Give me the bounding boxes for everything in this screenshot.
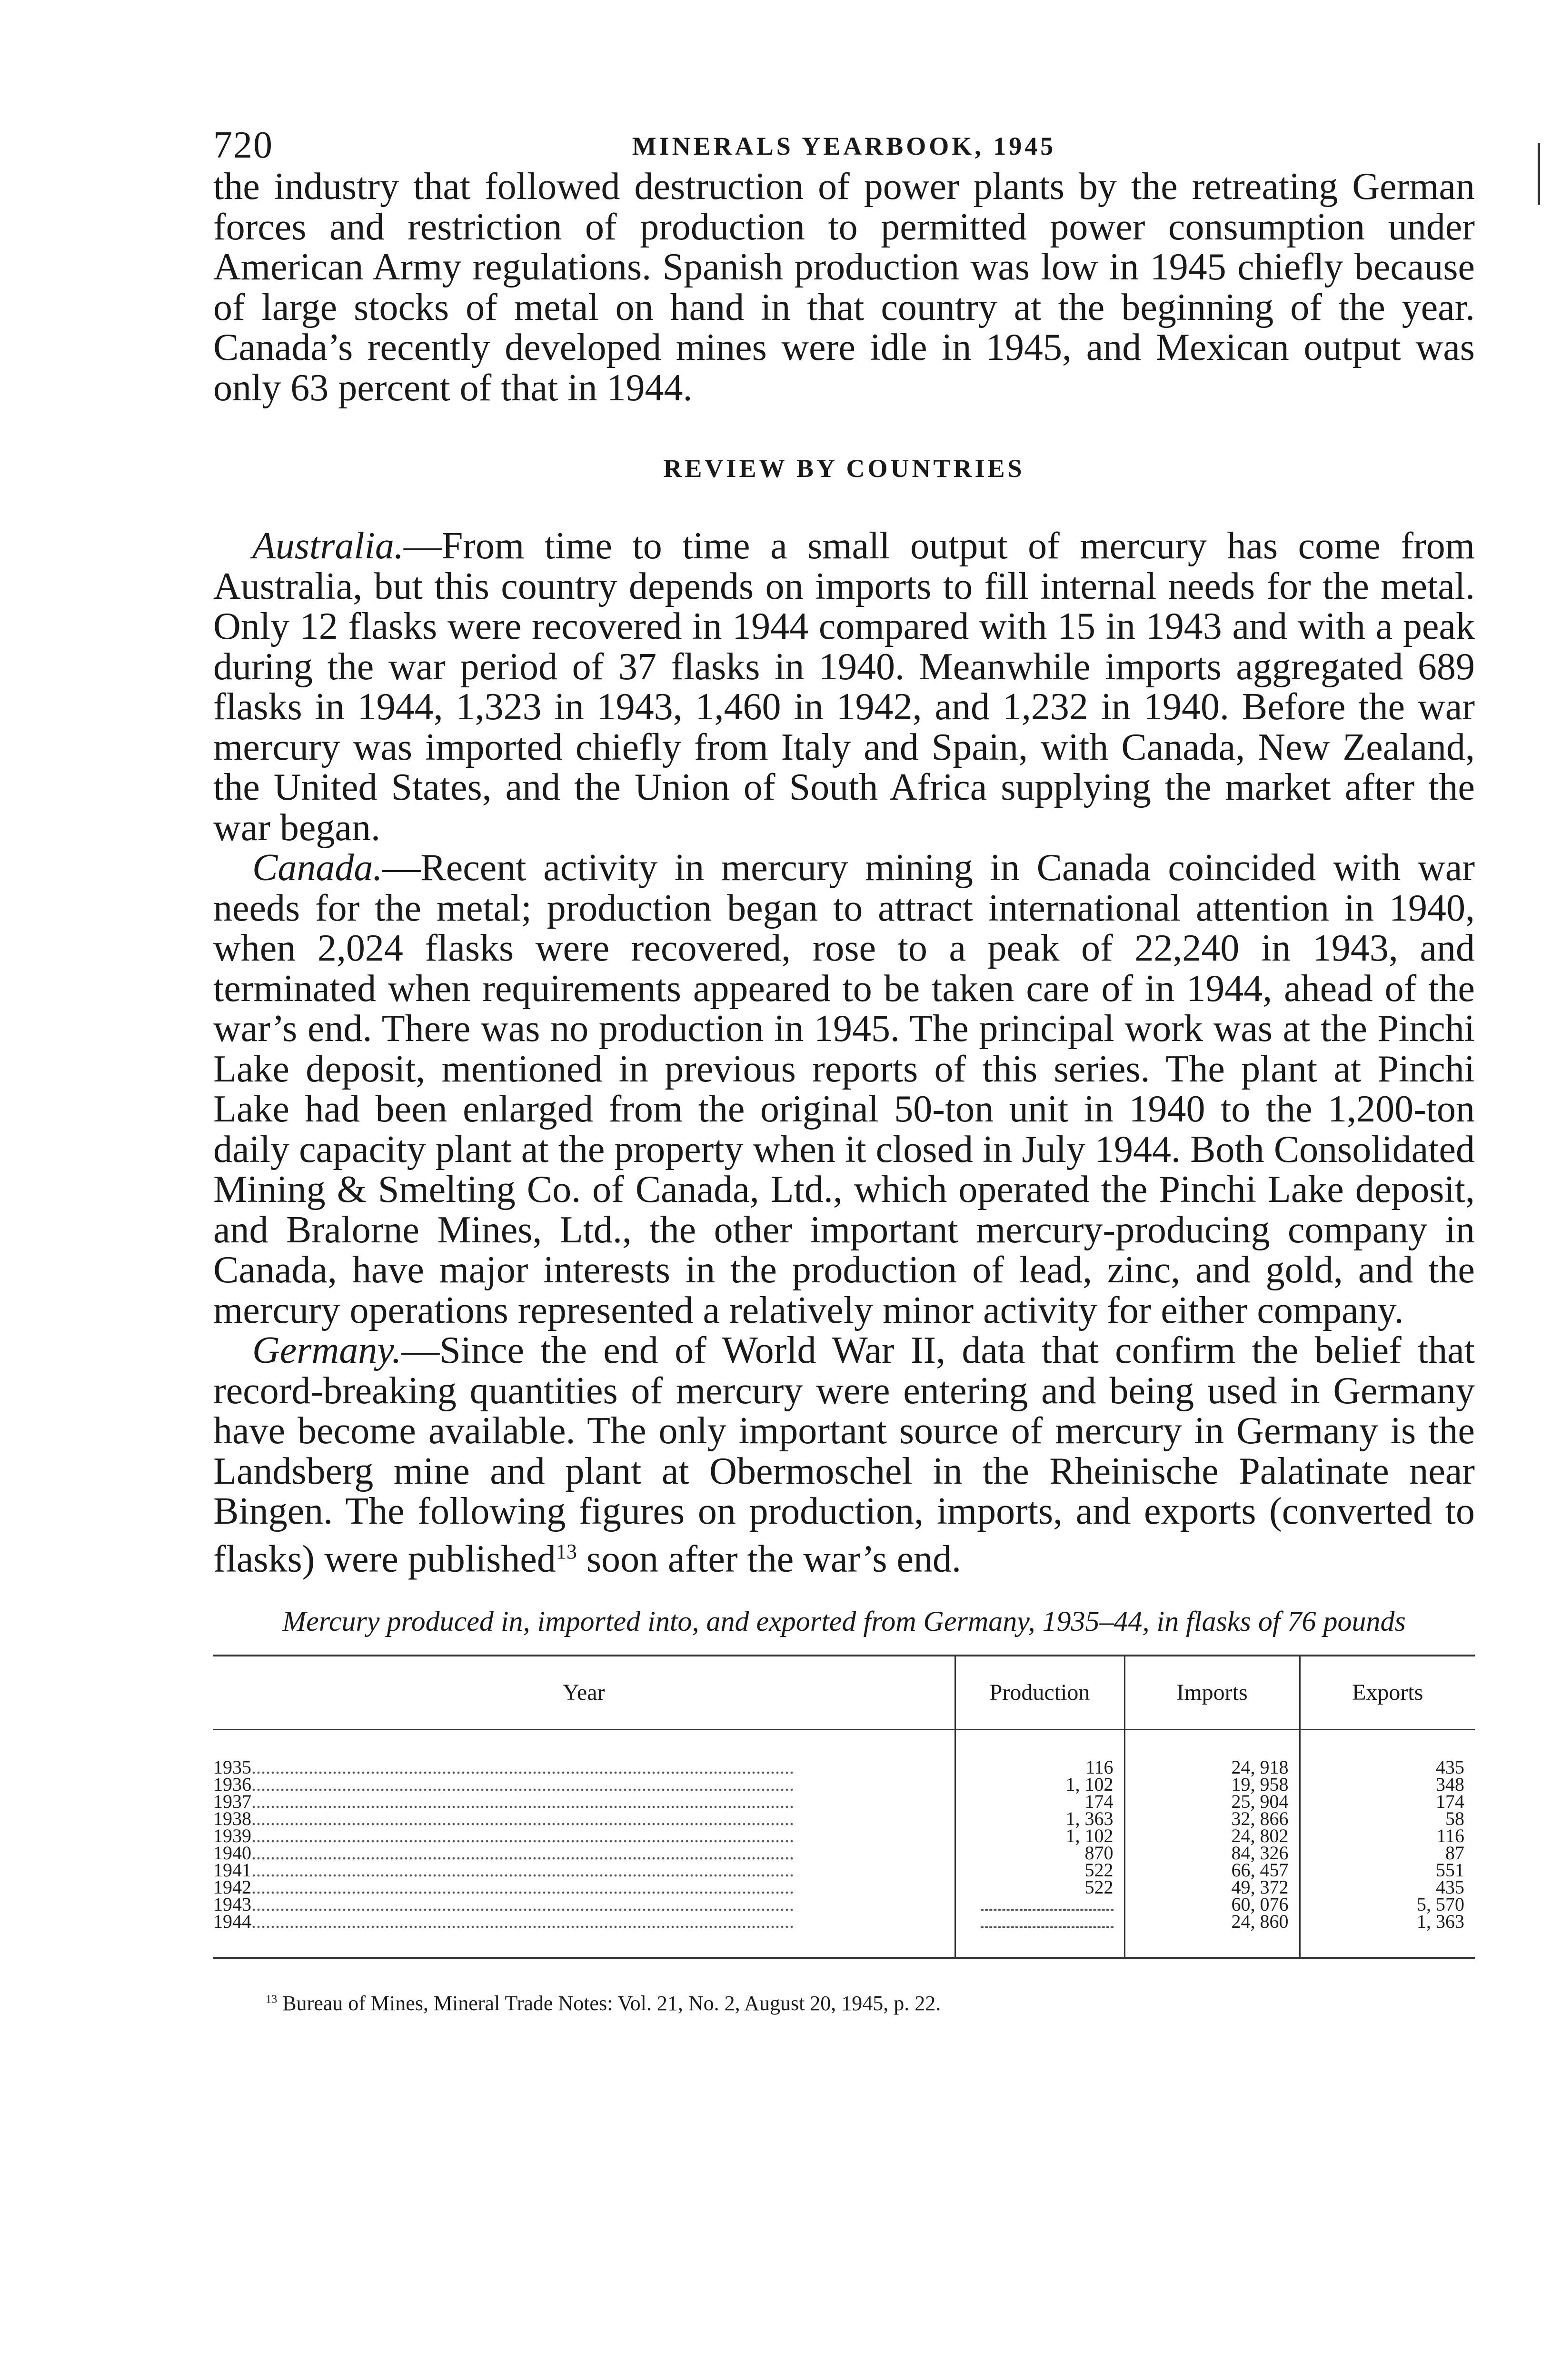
imports-cell: 24, 802: [1124, 1827, 1300, 1844]
year-cell: 1936..................................................................................................................: [213, 1776, 955, 1793]
page-edge-mark: [1538, 143, 1540, 205]
exports-cell: 5, 570: [1300, 1896, 1475, 1913]
year-cell: 1943..................................................................................................................: [213, 1896, 955, 1913]
australia-lead: Australia.: [252, 525, 404, 567]
running-title: MINERALS YEARBOOK, 1945: [632, 132, 1056, 160]
year-label: 1940: [213, 1844, 251, 1862]
table-row: [213, 1729, 1475, 1776]
production-cell: 116: [955, 1729, 1124, 1776]
exports-cell: 435: [1300, 1729, 1475, 1776]
table-header-row: [213, 1656, 1475, 1730]
document-page: [213, 114, 1475, 2015]
column-header-imports: Imports: [1124, 1656, 1300, 1730]
year-label: 1943: [213, 1895, 251, 1913]
section-heading: REVIEW BY COUNTRIES: [663, 454, 1025, 483]
year-label: 1939: [213, 1827, 251, 1844]
year-cell: 1937..................................................................................................................: [213, 1793, 955, 1810]
production-cell-blank: [955, 1896, 1124, 1913]
production-cell: 1, 363: [955, 1810, 1124, 1827]
year-cell: 1938..................................................................................................................: [213, 1810, 955, 1827]
imports-cell: 60, 076: [1124, 1896, 1300, 1913]
column-header-production: Production: [955, 1656, 1124, 1730]
year-cell: 1942..................................................................................................................: [213, 1879, 955, 1896]
australia-paragraph: [213, 526, 1475, 848]
footnote-number: 13: [266, 1993, 278, 2005]
column-header-exports: Exports: [1300, 1656, 1475, 1730]
column-header-year: Year: [213, 1656, 955, 1730]
imports-cell: 49, 372: [1124, 1879, 1300, 1896]
australia-text: —From time to time a small output of mercury has come from Australia, but this country depends on imports to fill internal needs for the metal. Only 12 flasks were recovered in 1944 compared with 15 in 1943 and with a peak during the war period of 37 flasks in 1940. Meanwhile imports aggregated 689 flasks in 1944, 1,323 in 1943, 1,460 in 1942, and 1,232 in 1940. Before the war mercury was imported chiefly from Italy and Spain, with Canada, New Zealand, the United States, and the Union of South Africa supplying the market after the war began.: [213, 525, 1475, 849]
imports-cell: 24, 860: [1124, 1913, 1300, 1958]
production-cell: 1, 102: [955, 1827, 1124, 1844]
intro-paragraph: the industry that followed destruction of power plants by the retreating German forces and restriction of production to permitted power consumption under American Army regulations. Spanish production was low in 1945 chiefly because of large stocks of metal on hand in that country at the beginning of the year. Canada’s recently developed mines were idle in 1945, and Mexican output was only 63 percent of that in 1944.: [213, 166, 1475, 409]
imports-cell: 24, 918: [1124, 1729, 1300, 1776]
imports-cell: 19, 958: [1124, 1776, 1300, 1793]
footnote-text: Bureau of Mines, Mineral Trade Notes: Vol. 21, No. 2, August 20, 1945, p. 22.: [282, 1991, 941, 2015]
year-cell: 1939..................................................................................................................: [213, 1827, 955, 1844]
germany-paragraph: [213, 1330, 1475, 1579]
year-label: 1937: [213, 1793, 251, 1810]
exports-cell: 348: [1300, 1776, 1475, 1793]
blank-entry-dash: [981, 1926, 1113, 1928]
imports-cell: 32, 866: [1124, 1810, 1300, 1827]
imports-cell: 84, 326: [1124, 1844, 1300, 1862]
exports-cell: 435: [1300, 1879, 1475, 1896]
exports-cell: 1, 363: [1300, 1913, 1475, 1958]
year-cell: 1941..................................................................................................................: [213, 1862, 955, 1879]
blank-entry-dash: [981, 1909, 1113, 1911]
year-cell: 1944..................................................................................................................: [213, 1913, 955, 1958]
canada-paragraph: [213, 848, 1475, 1330]
canada-lead: Canada.: [252, 847, 383, 889]
year-label: 1942: [213, 1878, 251, 1896]
exports-cell: 58: [1300, 1810, 1475, 1827]
germany-text: —Since the end of World War II, data that confirm the belief that record-breaking quantities of mercury were entering and being used in Germany have become available. The only important source of mercury in Germany is the Landsberg mine and plant at Obermoschel in the Rheinische Palatinate near Bingen. The following figures on production, imports, and exports (converted to flasks) were published: [213, 1329, 1475, 1580]
year-label: 1938: [213, 1810, 251, 1827]
germany-lead: Germany.: [252, 1329, 402, 1371]
production-cell: 870: [955, 1844, 1124, 1862]
year-label: 1936: [213, 1775, 251, 1793]
year-cell: 1940..................................................................................................................: [213, 1844, 955, 1862]
production-cell: 522: [955, 1862, 1124, 1879]
canada-text: —Recent activity in mercury mining in Canada coincided with war needs for the metal; production began to attract international attention in 1940, when 2,024 flasks were recovered, rose to a peak of 22,240 in 1943, and terminated when requirements appeared to be taken care of in 1944, ahead of the war’s end. There was no production in 1945. The principal work was at the Pinchi Lake deposit, mentioned in previous reports of this series. The plant at Pinchi Lake had been enlarged from the original 50-ton unit in 1940 to the 1,200-ton daily capacity plant at the property when it closed in July 1944. Both Consolidated Mining & Smelting Co. of Canada, Ltd., which operated the Pinchi Lake deposit, and Bralorne Mines, Ltd., the other important mercury-producing company in Canada, have major interests in the production of lead, zinc, and gold, and the mercury operations represented a relatively minor activity for either company.: [213, 847, 1475, 1331]
page-number: 720: [213, 124, 273, 166]
exports-cell: 551: [1300, 1862, 1475, 1879]
exports-cell: 116: [1300, 1827, 1475, 1844]
year-label: 1935: [213, 1756, 251, 1776]
production-cell: 1, 102: [955, 1776, 1124, 1793]
exports-cell: 87: [1300, 1844, 1475, 1862]
germany-text-after: soon after the war’s end.: [577, 1538, 961, 1580]
production-cell: 522: [955, 1879, 1124, 1896]
page-header: [213, 114, 1475, 167]
exports-cell: 174: [1300, 1793, 1475, 1810]
mercury-table: [213, 1655, 1475, 1959]
imports-cell: 25, 904: [1124, 1793, 1300, 1810]
footnote-reference: 13: [556, 1539, 577, 1563]
production-cell-blank: [955, 1913, 1124, 1958]
table-caption: Mercury produced in, imported into, and exported from Germany, 1935–44, in flasks of 76 pounds: [282, 1605, 1406, 1637]
table-row: [213, 1913, 1475, 1958]
footnote: [213, 1991, 1475, 2015]
year-label: 1944: [213, 1913, 251, 1932]
production-cell: 174: [955, 1793, 1124, 1810]
year-label: 1941: [213, 1861, 251, 1879]
imports-cell: 66, 457: [1124, 1862, 1300, 1879]
year-cell: 1935..................................................................................................................: [213, 1729, 955, 1776]
